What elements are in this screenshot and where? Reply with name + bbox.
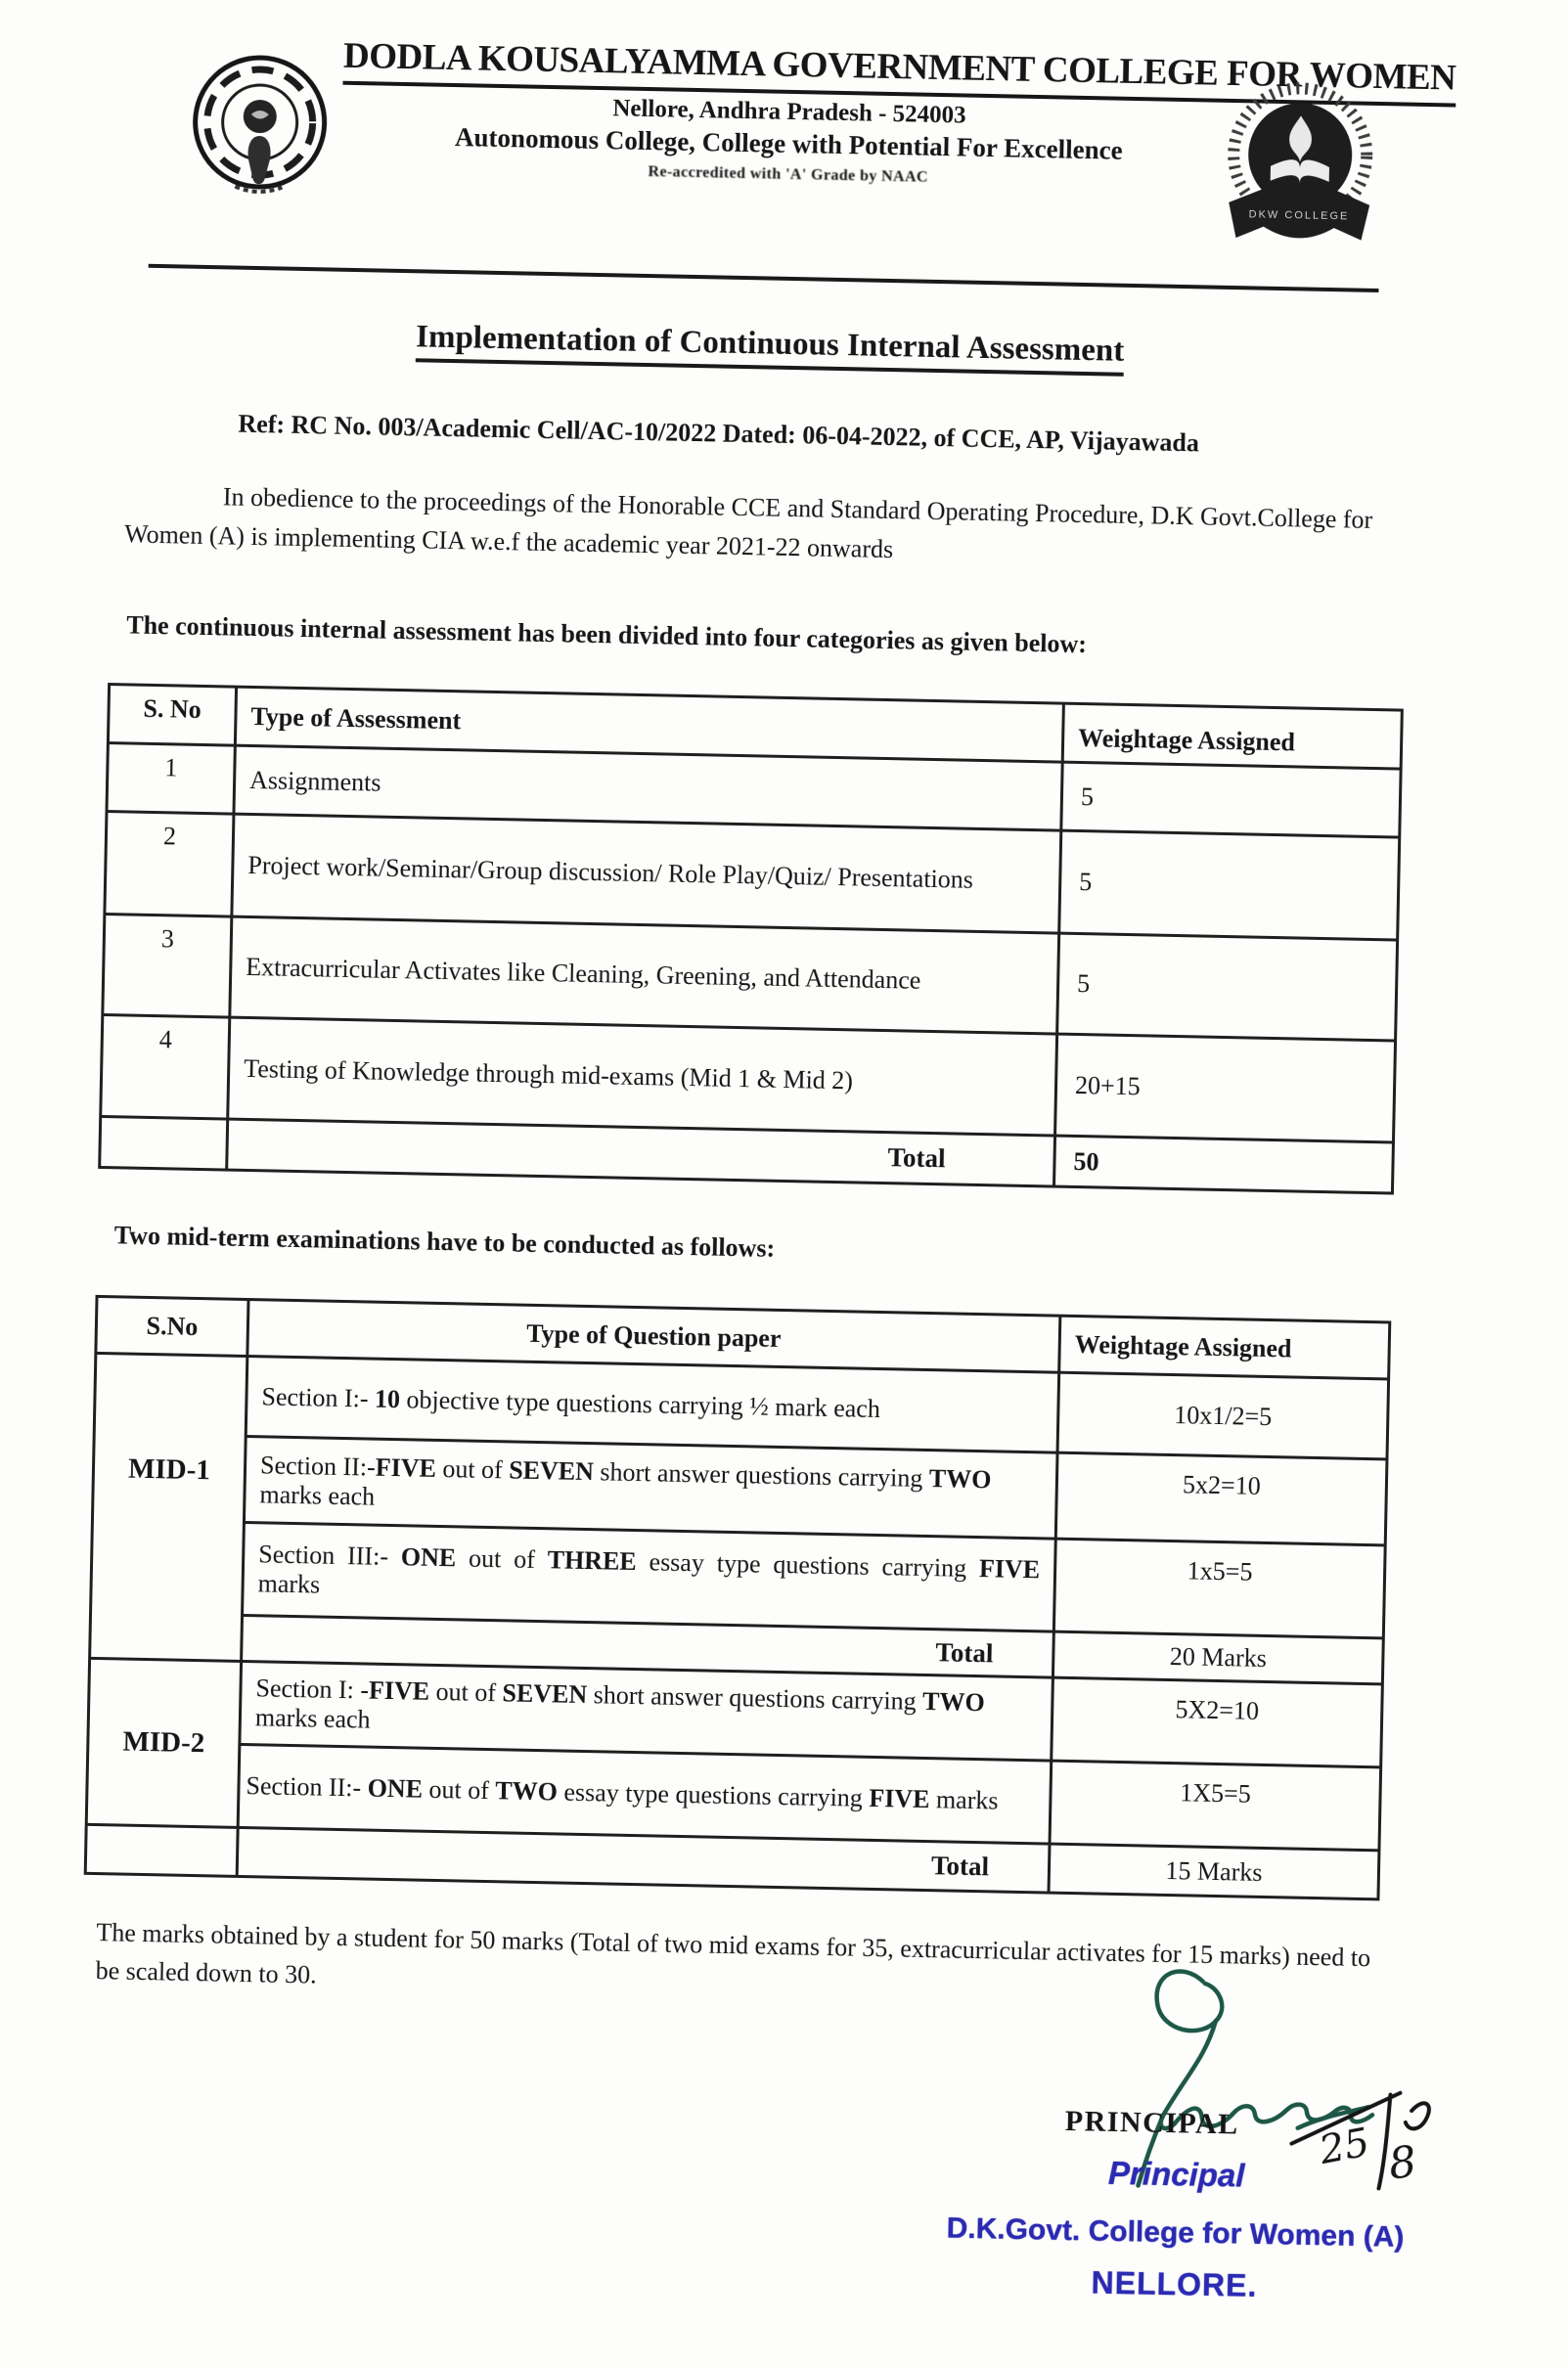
sno-cell: 3	[103, 915, 232, 1018]
college-name: DODLA KOUSALYAMMA GOVERNMENT COLLEGE FOR WOMEN	[342, 38, 1456, 108]
weightage-cell: 20+15	[1055, 1034, 1396, 1142]
empty-cell	[85, 1824, 238, 1876]
header-block	[341, 35, 1456, 193]
total-value-cell: 15 Marks	[1049, 1844, 1379, 1899]
type-cell: Testing of Knowledge through mid-exams (Mid 1 & Mid 2)	[228, 1017, 1057, 1136]
weightage-cell: 5	[1057, 933, 1398, 1041]
college-address: Nellore, Andhra Pradesh - 524003	[612, 95, 966, 129]
header-sno: S.No	[96, 1296, 248, 1356]
assessment-table-intro: The continuous internal assessment has been divided into four categories as given below:	[126, 610, 1088, 659]
weightage-cell: 5	[1061, 762, 1401, 837]
sno-cell: 1	[107, 743, 235, 815]
total-value-cell: 50	[1053, 1136, 1393, 1193]
accreditation-line: Re-accredited with 'A' Grade by NAAC	[648, 162, 929, 186]
question-cell: Section III:- ONE out of THREE essay type questions carrying FIVE marks	[243, 1522, 1056, 1631]
weightage-cell: 5	[1059, 830, 1400, 940]
total-label-cell: Total	[242, 1615, 1054, 1677]
reference-line: Ref: RC No. 003/Academic Cell/AC-10/2022 Dated: 06-04-2022, of CCE, AP, Vijayawada	[238, 409, 1200, 458]
total-label-cell: Total	[237, 1827, 1050, 1893]
midterm-table-intro: Two mid-term examinations have to be conducted as follows:	[113, 1221, 776, 1263]
header-sno: S. No	[108, 685, 236, 746]
question-cell: Section I: -FIVE out of SEVEN short answer questions carrying TWO marks each	[240, 1661, 1053, 1761]
intro-paragraph: In obedience to the proceedings of the Honorable CCE and Standard Operating Procedure, D.K Govt.College for Women (A) is implementing CIA w.e.f the academic year 2021-22 onwards	[123, 482, 1373, 564]
header-weightage: Weightage Assigned	[1062, 703, 1402, 769]
weightage-cell: 1x5=5	[1053, 1539, 1385, 1638]
question-cell: Section II:- ONE out of TWO essay type questions carrying FIVE marks	[238, 1744, 1052, 1844]
header-type: Type of Question paper	[247, 1300, 1060, 1373]
sno-cell: 2	[105, 812, 234, 917]
college-emblem-icon	[1212, 79, 1388, 260]
assessment-table	[98, 683, 1404, 1194]
weightage-cell: 1X5=5	[1050, 1761, 1381, 1851]
question-cell: Section I:- 10 objective type questions carrying ½ mark each	[246, 1357, 1058, 1453]
stamp-line-3: NELLORE.	[1091, 2264, 1258, 2303]
stamp-line-1: Principal	[1107, 2154, 1245, 2194]
total-label-cell: Total	[227, 1119, 1055, 1186]
emblem-ribbon-label: DKW COLLEGE	[1248, 208, 1350, 223]
total-value-cell: 20 Marks	[1053, 1631, 1383, 1684]
header-weightage: Weightage Assigned	[1059, 1316, 1390, 1379]
principal-stamp	[897, 2151, 1454, 2308]
weightage-cell: 5x2=10	[1055, 1452, 1387, 1545]
closing-paragraph: The marks obtained by a student for 50 marks (Total of two mid exams for 35, extracurricular activates for 15 marks) need to be scaled down to 30.	[95, 1918, 1371, 1989]
question-cell: Section II:-FIVE out of SEVEN short answer questions carrying TWO marks each	[244, 1437, 1057, 1540]
mid2-label-cell: MID-2	[86, 1658, 241, 1827]
header-type: Type of Assessment	[235, 687, 1063, 762]
type-cell: Extracurricular Activates like Cleaning, Greening, and Attendance	[230, 916, 1059, 1034]
document-title: Implementation of Continuous Internal Assessment	[261, 316, 1279, 373]
midterm-table	[84, 1295, 1392, 1900]
weightage-cell: 10x1/2=5	[1057, 1372, 1389, 1459]
mid1-label-cell: MID-1	[90, 1353, 247, 1661]
stamp-line-2: D.K.Govt. College for Women (A)	[946, 2211, 1405, 2254]
date-right-digit: 8	[1385, 2136, 1419, 2190]
college-seal-icon	[184, 43, 336, 214]
weightage-cell: 5X2=10	[1052, 1677, 1383, 1767]
college-tagline: Autonomous College, College with Potential For Excellence	[454, 121, 1123, 165]
principal-label: PRINCIPAL	[1064, 2104, 1240, 2141]
sno-cell: 4	[101, 1014, 230, 1119]
empty-cell	[100, 1116, 228, 1170]
type-cell: Assignments	[234, 745, 1062, 830]
date-left-digits: 25	[1316, 2120, 1373, 2174]
type-cell: Project work/Seminar/Group discussion/ Role Play/Quiz/ Presentations	[232, 814, 1061, 933]
header-divider	[149, 264, 1379, 292]
